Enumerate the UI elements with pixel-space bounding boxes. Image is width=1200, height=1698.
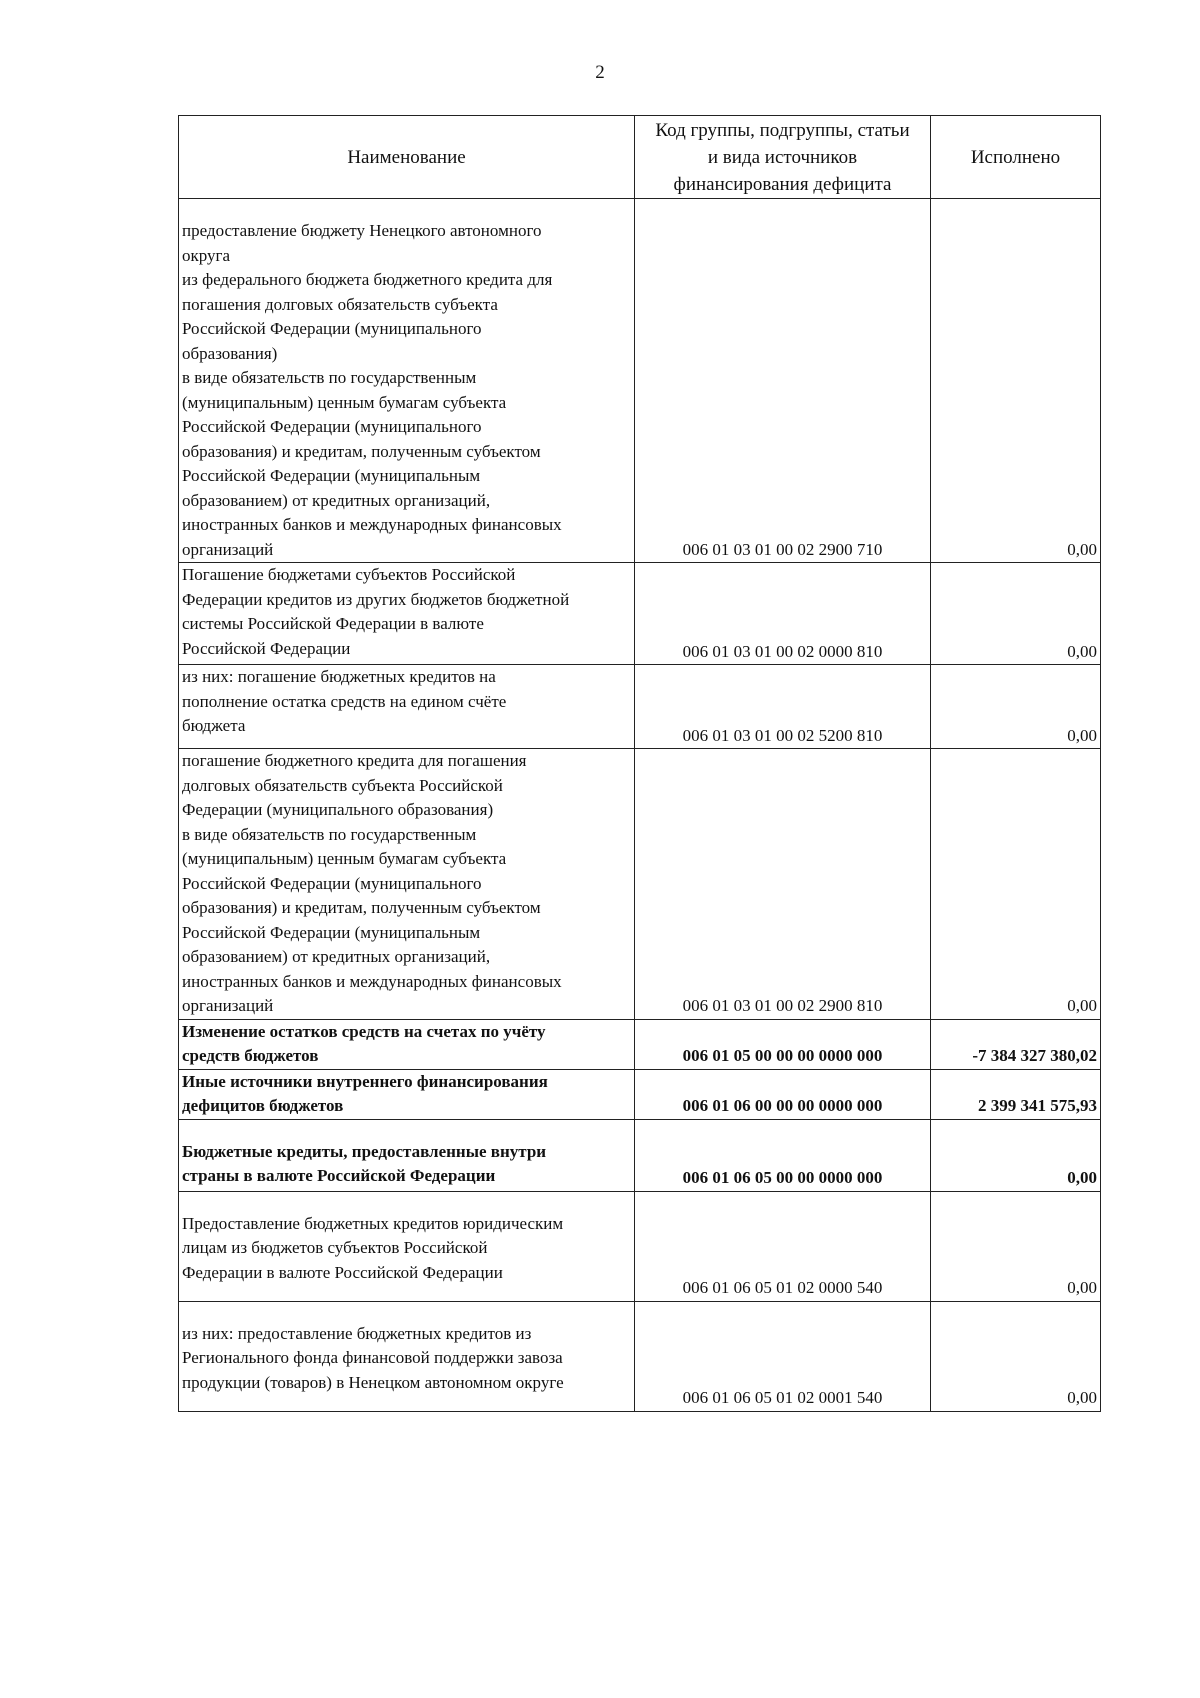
table-row bbox=[179, 665, 1101, 749]
row-amount: 0,00 bbox=[931, 1119, 1101, 1191]
table-row bbox=[179, 1069, 1101, 1119]
row-name-line: Иные источники внутреннего финансирования bbox=[182, 1071, 548, 1091]
row-name-line: Погашение бюджетами субъектов Российской bbox=[182, 565, 516, 584]
row-name-line: иностранных банков и международных финансовых bbox=[182, 971, 562, 991]
row-code: 006 01 05 00 00 00 0000 000 bbox=[635, 1019, 931, 1069]
row-code: 006 01 06 00 00 00 0000 000 bbox=[635, 1069, 931, 1119]
row-code: 006 01 03 01 00 02 5200 810 bbox=[635, 665, 931, 749]
row-name bbox=[179, 665, 635, 749]
row-name-line: иностранных банков и международных финансовых bbox=[182, 515, 562, 534]
table-body bbox=[179, 199, 1101, 1412]
row-name-line: Российской Федерации (муниципального bbox=[182, 417, 482, 436]
row-name-line: из них: предоставление бюджетных кредитов из bbox=[182, 1323, 532, 1343]
row-amount: 0,00 bbox=[931, 563, 1101, 665]
row-name-line: образованием) от кредитных организаций, bbox=[182, 947, 491, 966]
row-amount: 2 399 341 575,93 bbox=[931, 1069, 1101, 1119]
row-name-line: Федерации (муниципального образования) bbox=[182, 800, 494, 819]
row-code: 006 01 06 05 01 02 0001 540 bbox=[635, 1301, 931, 1411]
row-name-line: Федерации в валюте Российской Федерации bbox=[182, 1262, 503, 1282]
row-code: 006 01 03 01 00 02 2900 810 bbox=[635, 749, 931, 1020]
row-name-line: средств бюджетов bbox=[182, 1046, 319, 1065]
row-name-line: Изменение остатков средств на счетах по учёту bbox=[182, 1021, 546, 1041]
header-code-line: финансирования дефицита bbox=[673, 173, 892, 195]
row-name-line: организаций bbox=[182, 996, 274, 1015]
row-name bbox=[179, 1069, 635, 1119]
header-code-line: Код группы, подгруппы, статьи bbox=[655, 119, 910, 141]
row-name-line: Российской Федерации bbox=[182, 638, 351, 658]
table-header-row bbox=[179, 116, 1101, 199]
header-code bbox=[635, 116, 931, 199]
row-name-line: Российской Федерации (муниципальным bbox=[182, 466, 481, 485]
row-name-line: в виде обязательств по государственным bbox=[182, 368, 477, 387]
row-name-line: в виде обязательств по государственным bbox=[182, 824, 477, 844]
header-code-line: и вида источников bbox=[707, 146, 858, 168]
table-row bbox=[179, 1119, 1101, 1191]
row-name-line: образованием) от кредитных организаций, bbox=[182, 490, 491, 510]
row-amount: -7 384 327 380,02 bbox=[931, 1019, 1101, 1069]
row-code: 006 01 06 05 01 02 0000 540 bbox=[635, 1191, 931, 1301]
row-name bbox=[179, 1191, 635, 1301]
row-name-line: погашение бюджетного кредита для погашения bbox=[182, 751, 527, 770]
row-name-line: дефицитов бюджетов bbox=[182, 1096, 344, 1115]
row-name bbox=[179, 1119, 635, 1191]
row-name-line: организаций bbox=[182, 539, 274, 559]
row-code: 006 01 03 01 00 02 0000 810 bbox=[635, 563, 931, 665]
row-name bbox=[179, 1301, 635, 1411]
row-name-line: образования) и кредитам, полученным субъектом bbox=[182, 441, 541, 461]
row-name-line: бюджета bbox=[182, 716, 246, 735]
row-name-line: (муниципальным) ценным бумагам субъекта bbox=[182, 392, 507, 412]
row-name-line: Предоставление бюджетных кредитов юридическим bbox=[182, 1213, 564, 1233]
row-amount: 0,00 bbox=[931, 199, 1101, 563]
header-executed: Исполнено bbox=[931, 116, 1101, 199]
table-row bbox=[179, 749, 1101, 1020]
row-name-line: Российской Федерации (муниципального bbox=[182, 319, 482, 338]
row-name-line: Бюджетные кредиты, предоставленные внутри bbox=[182, 1141, 547, 1161]
row-name-line: образования) bbox=[182, 343, 278, 363]
row-name-line: Федерации кредитов из других бюджетов бюджетной bbox=[182, 589, 570, 609]
row-name-line: из них: погашение бюджетных кредитов на bbox=[182, 667, 496, 686]
page-number: 2 bbox=[595, 62, 605, 83]
row-name bbox=[179, 199, 635, 563]
row-amount: 0,00 bbox=[931, 665, 1101, 749]
row-name bbox=[179, 1019, 635, 1069]
row-name-line: Российской Федерации (муниципальным bbox=[182, 922, 481, 942]
row-name-line: погашения долговых обязательств субъекта bbox=[182, 294, 498, 314]
row-code: 006 01 06 05 00 00 0000 000 bbox=[635, 1119, 931, 1191]
table-row bbox=[179, 563, 1101, 665]
table-row bbox=[179, 1019, 1101, 1069]
row-name-line: системы Российской Федерации в валюте bbox=[182, 614, 484, 633]
row-name-line: Российской Федерации (муниципального bbox=[182, 873, 482, 893]
row-name bbox=[179, 563, 635, 665]
row-name-line: округа bbox=[182, 245, 231, 265]
row-name-line: долговых обязательств субъекта Российской bbox=[182, 775, 503, 795]
row-name-line: из федерального бюджета бюджетного кредита для bbox=[182, 270, 553, 289]
row-name-line: продукции (товаров) в Ненецком автономном округе bbox=[182, 1372, 564, 1392]
row-code: 006 01 03 01 00 02 2900 710 bbox=[635, 199, 931, 563]
financing-sources-table bbox=[178, 115, 1101, 1412]
row-name-line: Регионального фонда финансовой поддержки завоза bbox=[182, 1348, 563, 1367]
row-name-line: лицам из бюджетов субъектов Российской bbox=[182, 1238, 488, 1257]
row-name-line: (муниципальным) ценным бумагам субъекта bbox=[182, 849, 507, 868]
row-amount: 0,00 bbox=[931, 749, 1101, 1020]
table-row bbox=[179, 1301, 1101, 1411]
row-amount: 0,00 bbox=[931, 1191, 1101, 1301]
table-row bbox=[179, 199, 1101, 563]
row-name-line: предоставление бюджету Ненецкого автономного bbox=[182, 221, 542, 240]
row-name-line: образования) и кредитам, полученным субъектом bbox=[182, 898, 541, 917]
row-amount: 0,00 bbox=[931, 1301, 1101, 1411]
header-name: Наименование bbox=[179, 116, 635, 199]
row-name-line: страны в валюте Российской Федерации bbox=[182, 1166, 496, 1185]
table-row bbox=[179, 1191, 1101, 1301]
row-name-line: пополнение остатка средств на едином счёте bbox=[182, 691, 507, 711]
row-name bbox=[179, 749, 635, 1020]
